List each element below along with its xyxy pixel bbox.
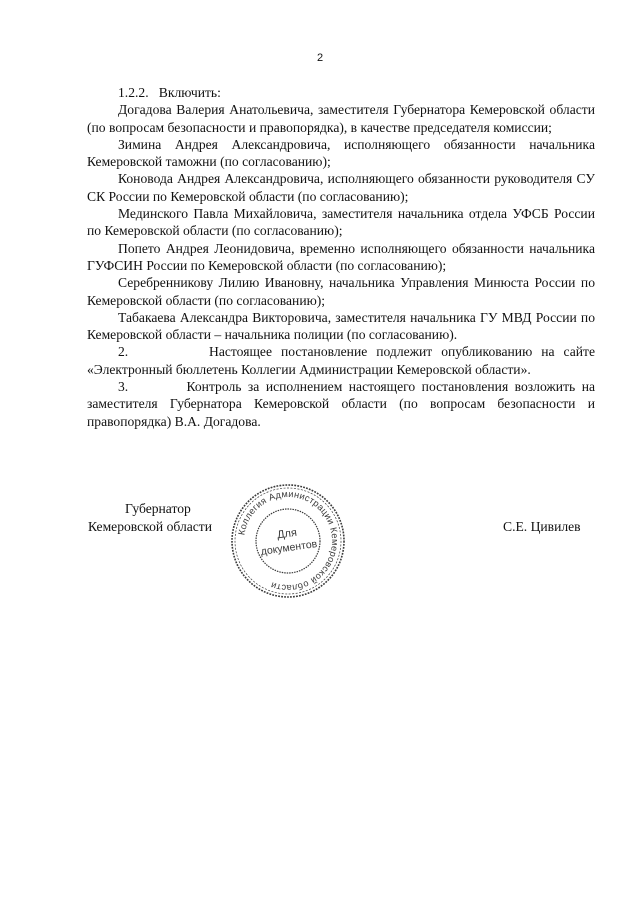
clause-2-publication: 2. Настоящее постановление подлежит опубликованию на сайте «Электронный бюллетень Коллегии Администрации Кемеровской области». xyxy=(87,344,595,377)
stamp-center-line2: документов xyxy=(260,538,318,558)
signer-name: С.Е. Цивилев xyxy=(503,519,581,534)
signer-title-line2: Кемеровской области xyxy=(88,519,213,534)
member-medinsky: Мединского Павла Михайловича, заместителя начальника отдела УФСБ России по Кемеровской области (по согласованию); xyxy=(87,206,595,239)
member-tabakaev: Табакаева Александра Викторовича, заместителя начальника ГУ МВД России по Кемеровской области – начальника полиции (по согласованию). xyxy=(87,309,595,343)
member-popeto: Попето Андрея Леонидовича, временно исполняющего обязанности начальника ГУФСИН России по Кемеровской области (по согласованию); xyxy=(87,240,595,273)
stamp-ring-text: Коллегия Администрации Кемеровской области xyxy=(236,488,341,594)
stamp-center-line1: Для xyxy=(276,526,298,542)
signer-title-line1: Губернатор xyxy=(125,501,191,516)
clause-3-control: 3. Контроль за исполнением настоящего постановления возложить на заместителя Губернатора Кемеровской области (по вопросам безопасности и правопорядка) В.А. Догадова. xyxy=(87,379,595,429)
official-stamp xyxy=(229,482,347,600)
document-body xyxy=(87,84,595,430)
page-number: 2 xyxy=(316,52,324,64)
member-serebrennikova: Серебренникову Лилию Ивановну, начальника Управления Минюста России по Кемеровской области (по согласованию); xyxy=(87,275,595,308)
member-dogadov: Догадова Валерия Анатольевича, заместителя Губернатора Кемеровской области (по вопросам безопасности и правопорядка), в качестве председателя комиссии; xyxy=(87,102,595,135)
clause-1-2-2-heading: 1.2.2. Включить: xyxy=(118,85,221,100)
member-zimin: Зимина Андрея Александровича, исполняющего обязанности начальника Кемеровской таможни (по согласованию); xyxy=(87,136,595,170)
member-konovod: Коновода Андрея Александровича, исполняющего обязанности руководителя СУ СК России по Кемеровской области (по согласованию); xyxy=(87,171,595,204)
